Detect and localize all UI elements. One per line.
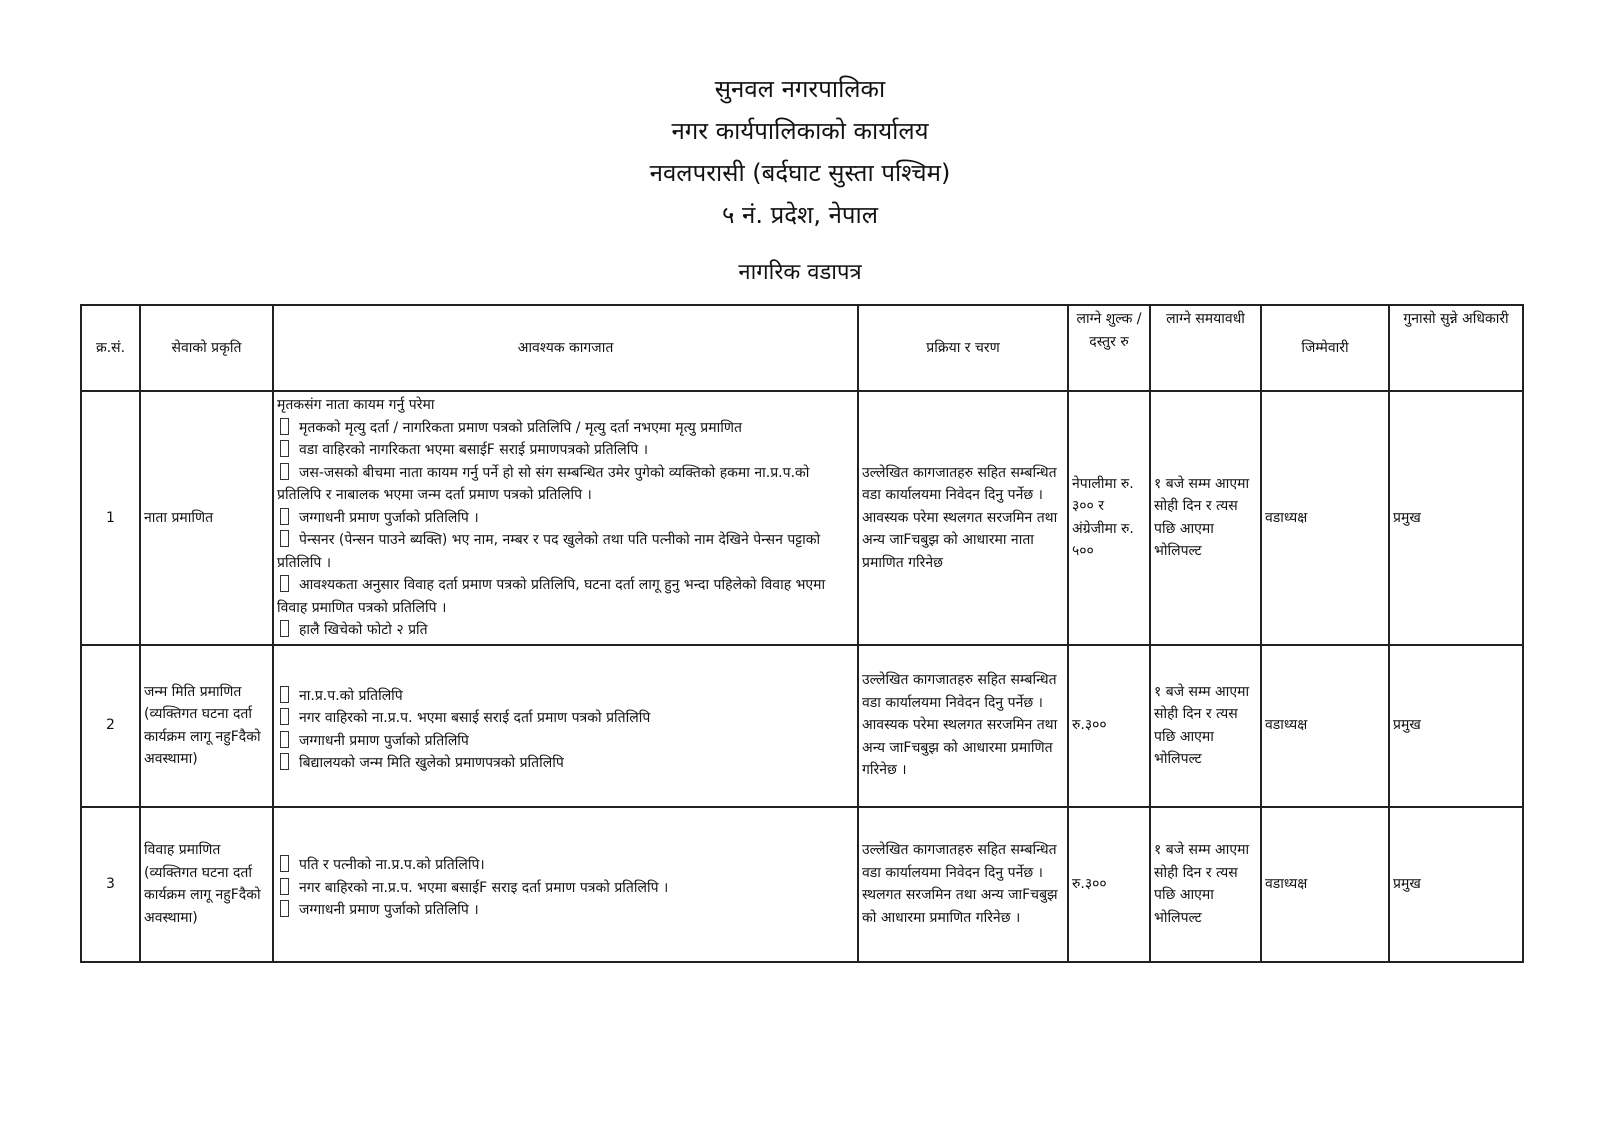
checkbox-bullet-icon — [280, 418, 289, 435]
row-grievance: प्रमुख — [1389, 807, 1523, 962]
table-row — [81, 391, 1523, 645]
list-item: नगर वाहिरको ना.प्र.प. भएमा बसाई सराई दर्ता प्रमाण पत्रको प्रतिलिपि — [277, 707, 854, 730]
checkbox-bullet-icon — [280, 878, 289, 895]
list-item: जस-जसको बीचमा नाता कायम गर्नु पर्ने हो सो संग सम्बन्धित उमेर पुगेको व्यक्तिको हकमा ना.प्र.प.को प्रतिलिपि र नाबालक भएमा जन्म दर्ता प्रमाण पत्रको प्रतिलिपि । — [277, 464, 810, 503]
table-row — [81, 807, 1523, 962]
document-title: नागरिक वडापत्र — [738, 260, 862, 285]
row-process: उल्लेखित कागजातहरु सहित सम्बन्धित वडा कार्यालयमा निवेदन दिनु पर्नेछ । स्थलगत सरजमिन तथा अन्य जाFचबुझ को आधारमा प्रमाणित गरिनेछ । — [858, 807, 1068, 962]
list-item: बिद्यालयको जन्म मिति खुलेको प्रमाणपत्रको प्रतिलिपि — [277, 752, 854, 775]
header-responsible: जिम्मेवारी — [1261, 305, 1389, 391]
office-header — [0, 68, 1600, 236]
list-item: हालै खिचेको फोटो २ प्रति — [277, 619, 854, 642]
checkbox-bullet-icon — [280, 463, 289, 480]
row-documents — [273, 391, 858, 645]
list-item: आवश्यकता अनुसार विवाह दर्ता प्रमाण पत्रको प्रतिलिपि, घटना दर्ता लागू हुनु भन्दा पहिलेको विवाह भएमा विवाह प्रमाणित पत्रको प्रतिलिपि । — [277, 577, 826, 616]
header-fee: लाग्ने शुल्क / दस्तुर रु — [1068, 305, 1150, 391]
list-item: पति र पत्नीको ना.प्र.प.को प्रतिलिपि। — [277, 854, 854, 877]
office-name: नगर कार्यपालिकाको कार्यालय — [671, 117, 929, 145]
row-time: १ बजे सम्म आएमा सोही दिन र त्यस पछि आएमा भोलिपल्ट — [1150, 807, 1261, 962]
checkbox-bullet-icon — [280, 686, 289, 703]
checkbox-bullet-icon — [280, 575, 289, 592]
row-responsible: वडाध्यक्ष — [1261, 645, 1389, 807]
header-documents: आवश्यक कागजात — [273, 305, 858, 391]
row-time: १ बजे सम्म आएमा सोही दिन र त्यस पछि आएमा भोलिपल्ट — [1150, 391, 1261, 645]
row-responsible: वडाध्यक्ष — [1261, 807, 1389, 962]
row-service: नाता प्रमाणित — [140, 391, 273, 645]
header-grievance: गुनासो सुन्ने अधिकारी — [1389, 305, 1523, 391]
citizen-charter-table — [80, 304, 1524, 963]
municipality-name: सुनवल नगरपालिका — [714, 75, 886, 103]
header-service: सेवाको प्रकृति — [140, 305, 273, 391]
row-process: उल्लेखित कागजातहरु सहित सम्बन्धित वडा कार्यालयमा निवेदन दिनु पर्नेछ । आवस्यक परेमा स्थलगत सरजमिन तथा अन्य जाFचबुझ को आधारमा प्रमाणित गरिनेछ । — [858, 645, 1068, 807]
list-item: मृतकको मृत्यु दर्ता / नागरिकता प्रमाण पत्रको प्रतिलिपि / मृत्यु दर्ता नभएमा मृत्यु प्रमाणित — [277, 417, 854, 440]
row-grievance: प्रमुख — [1389, 391, 1523, 645]
list-item: वडा वाहिरको नागरिकता भएमा बसाईF सराई प्रमाणपत्रको प्रतिलिपि । — [277, 439, 854, 462]
province-name: ५ नं. प्रदेश, नेपाल — [721, 201, 879, 229]
row-service: विवाह प्रमाणित (व्यक्तिगत घटना दर्ता कार्यक्रम लागू नहुFदैको अवस्थामा) — [140, 807, 273, 962]
row-fee: रु.३०० — [1068, 807, 1150, 962]
row-grievance: प्रमुख — [1389, 645, 1523, 807]
row-time: १ बजे सम्म आएमा सोही दिन र त्यस पछि आएमा भोलिपल्ट — [1150, 645, 1261, 807]
list-item: जग्गाधनी प्रमाण पुर्जाको प्रतिलिपि । — [277, 507, 854, 530]
checkbox-bullet-icon — [280, 530, 289, 547]
row-service: जन्म मिति प्रमाणित (व्यक्तिगत घटना दर्ता कार्यक्रम लागू नहुFदैको अवस्थामा) — [140, 645, 273, 807]
header-time: लाग्ने समयावधी — [1150, 305, 1261, 391]
checkbox-bullet-icon — [280, 620, 289, 637]
row-sn: 1 — [81, 391, 140, 645]
table-row — [81, 645, 1523, 807]
row-responsible: वडाध्यक्ष — [1261, 391, 1389, 645]
checkbox-bullet-icon — [280, 855, 289, 872]
checkbox-bullet-icon — [280, 708, 289, 725]
list-item: ना.प्र.प.को प्रतिलिपि — [277, 685, 854, 708]
checkbox-bullet-icon — [280, 753, 289, 770]
documents-intro: मृतकसंग नाता कायम गर्नु परेमा — [277, 397, 435, 413]
checkbox-bullet-icon — [280, 731, 289, 748]
list-item: जग्गाधनी प्रमाण पुर्जाको प्रतिलिपि । — [277, 899, 854, 922]
row-sn: 3 — [81, 807, 140, 962]
header-process: प्रक्रिया र चरण — [858, 305, 1068, 391]
table-header-row — [81, 305, 1523, 391]
checkbox-bullet-icon — [280, 440, 289, 457]
row-fee: नेपालीमा रु. ३०० र अंग्रेजीमा रु. ५०० — [1068, 391, 1150, 645]
checkbox-bullet-icon — [280, 900, 289, 917]
checkbox-bullet-icon — [280, 508, 289, 525]
list-item: नगर बाहिरको ना.प्र.प. भएमा बसाईF सराइ दर्ता प्रमाण पत्रको प्रतिलिपि । — [277, 877, 854, 900]
header-sn: क्र.सं. — [81, 305, 140, 391]
row-sn: 2 — [81, 645, 140, 807]
list-item: पेन्सनर (पेन्सन पाउने ब्यक्ति) भए नाम, नम्बर र पद खुलेको तथा पति पत्नीको नाम देखिने पेन्सन पट्टाको प्रतिलिपि । — [277, 532, 821, 571]
list-item: जग्गाधनी प्रमाण पुर्जाको प्रतिलिपि — [277, 730, 854, 753]
row-fee: रु.३०० — [1068, 645, 1150, 807]
row-process: उल्लेखित कागजातहरु सहित सम्बन्धित वडा कार्यालयमा निवेदन दिनु पर्नेछ । आवस्यक परेमा स्थलगत सरजमिन तथा अन्य जाFचबुझ को आधारमा नाता प्रमाणित गरिनेछ — [858, 391, 1068, 645]
row-documents — [273, 807, 858, 962]
district-name: नवलपरासी (बर्दघाट सुस्ता पश्चिम) — [649, 159, 951, 187]
row-documents — [273, 645, 858, 807]
